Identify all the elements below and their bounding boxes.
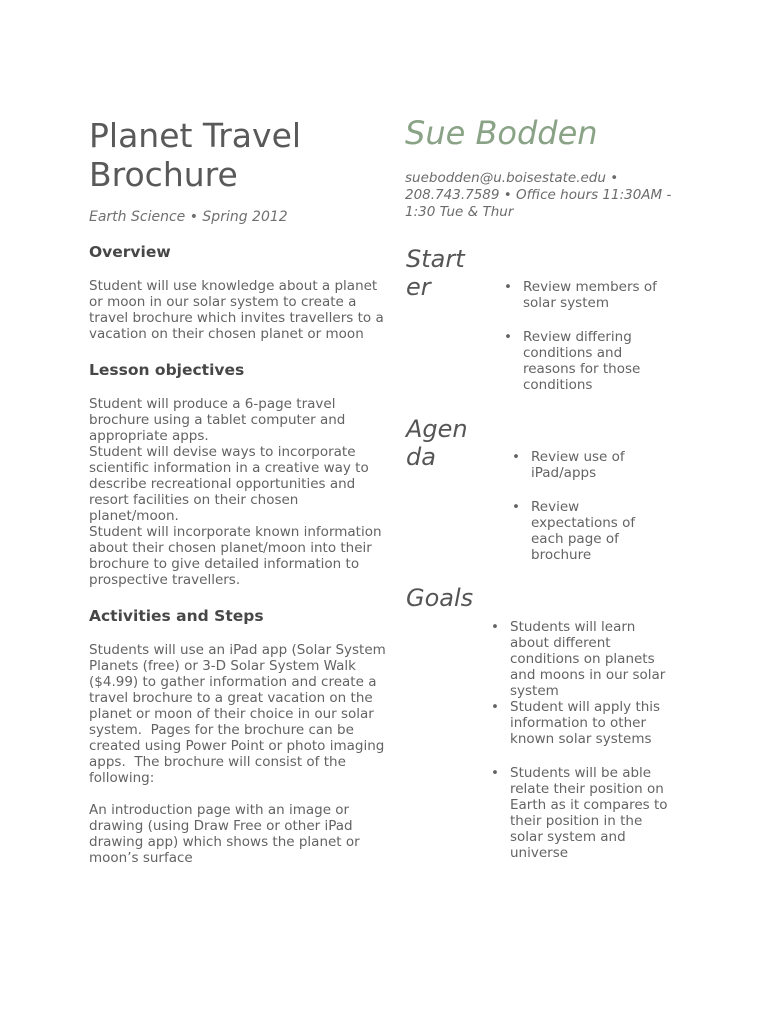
list-item: • Review expectations of each page of brochure bbox=[509, 499, 649, 563]
list-item: • Review differing conditions and reasons for those conditions bbox=[501, 329, 671, 393]
starter-list bbox=[501, 279, 671, 393]
list-item: • Students will learn about different conditions on planets and moons in our solar system bbox=[488, 619, 668, 699]
objectives-heading: Lesson objectives bbox=[89, 361, 245, 379]
goals-list bbox=[488, 619, 668, 861]
objectives-text: Student will produce a 6-page travel brochure using a tablet computer and appropriate apps. Student will devise ways to incorporate scientific information in a creative way to describe recreational opportunities and resort facilities on their chosen planet/moon. Student will incorporate known information about their chosen planet/moon into their brochure to give detailed information to prospective travellers. bbox=[89, 396, 382, 588]
agenda-label: Agenda bbox=[406, 415, 468, 471]
left-column bbox=[89, 116, 391, 866]
author-contact: suebodden@u.boisestate.edu • 208.743.7589 • Office hours 11:30AM - 1:30 Tue & Thur bbox=[405, 170, 672, 220]
starter-label: Starter bbox=[406, 245, 465, 301]
goals-label: Goals bbox=[406, 584, 474, 612]
agenda-list bbox=[509, 449, 649, 563]
document-subtitle: Earth Science • Spring 2012 bbox=[89, 209, 288, 225]
activities-text: Students will use an iPad app (Solar System Planets (free) or 3-D Solar System Walk ($4.99) to gather information and create a travel brochure to a great vacation on the planet or moon of their choice in our solar system. Pages for the brochure can be created using Power Point or photo imaging apps. The brochure will consist of the following: An introduction page with an image or drawing (using Draw Free or other iPad drawing app) which shows the planet or moon’s surface bbox=[89, 642, 386, 866]
title-line-1: Planet Travel bbox=[89, 116, 302, 155]
overview-heading: Overview bbox=[89, 243, 171, 261]
document-title bbox=[89, 116, 391, 194]
list-item: • Students will be able relate their position on Earth as it compares to their position in the solar system and universe bbox=[488, 765, 668, 861]
list-item: • Student will apply this information to other known solar systems bbox=[488, 699, 668, 747]
title-line-2: Brochure bbox=[89, 155, 238, 194]
author-name: Sue Bodden bbox=[405, 114, 598, 152]
list-item: • Review use of iPad/apps bbox=[509, 449, 649, 481]
overview-text: Student will use knowledge about a planet or moon in our solar system to create a travel brochure which invites travellers to a vacation on their chosen planet or moon bbox=[89, 278, 384, 342]
activities-heading: Activities and Steps bbox=[89, 607, 264, 625]
list-item: • Review members of solar system bbox=[501, 279, 671, 311]
